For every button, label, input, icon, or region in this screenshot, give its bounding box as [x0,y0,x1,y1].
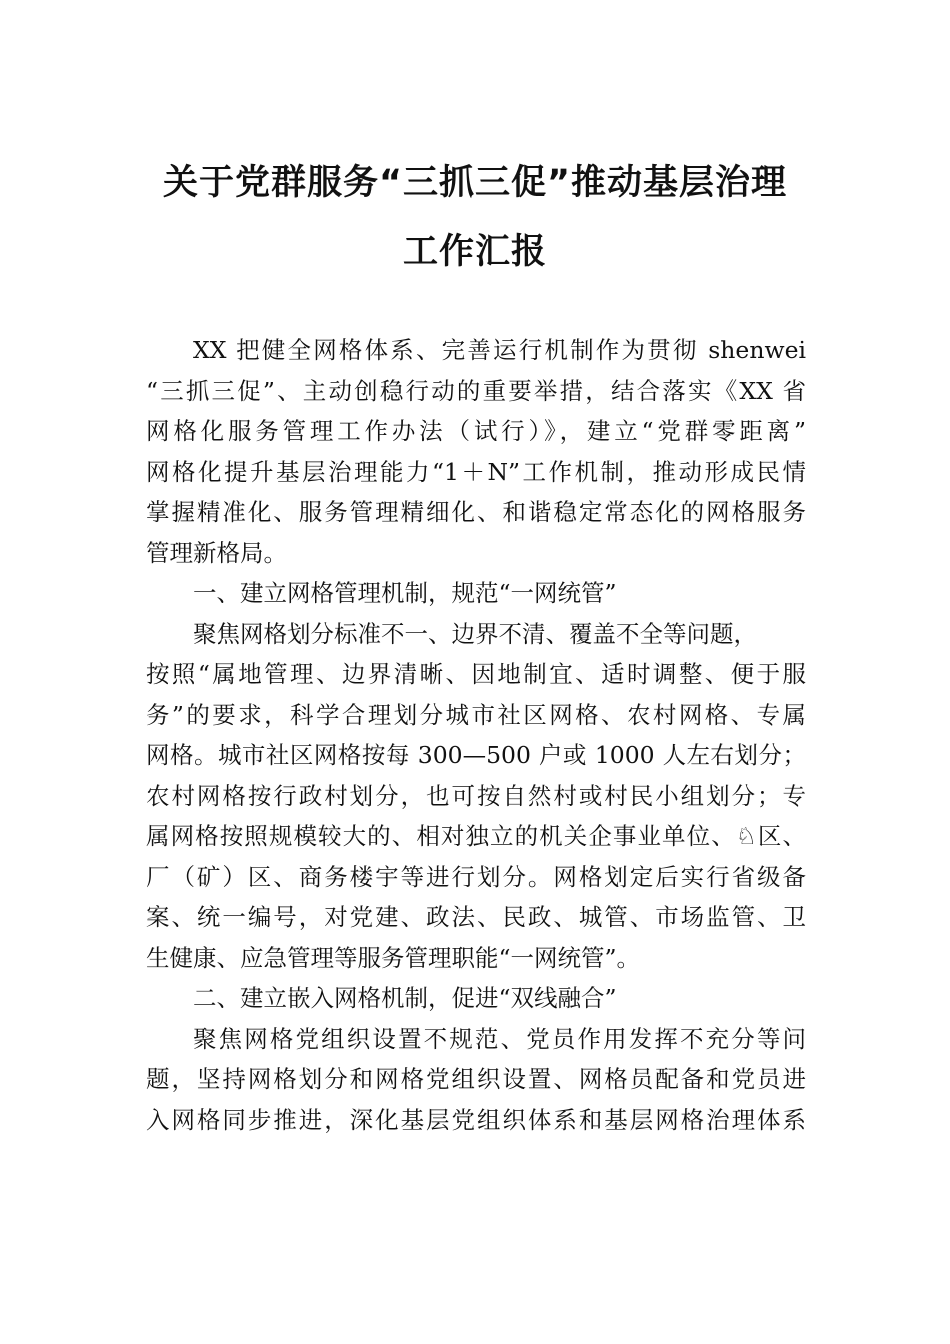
paragraph-line: 属网格按照规模较大的、相对独立的机关企事业单位、♘区、 [146,822,806,850]
paragraph-line: 掌握精准化、服务管理精细化、和谐稳定常态化的网格服务 [146,498,806,526]
paragraph-line: 厂（矿）区、商务楼宇等进行划分。网格划定后实行省级备 [146,862,806,891]
paragraph-line: 案、统一编号，对党建、政法、民政、城管、市场监管、卫 [146,903,806,931]
section-heading-1: 一、建立网格管理机制，规范“一网统管” [193,579,617,607]
document-title-line-1: 关于党群服务“三抓三促”推动基层治理 [162,163,787,203]
paragraph-line: 生健康、应急管理等服务管理职能“一网统管”。 [146,943,641,972]
paragraph-line: 管理新格局。 [146,538,287,567]
paragraph-line: 网格。城市社区网格按每 300—500 户或 1000 人左右划分； [146,741,806,769]
paragraph-line: 题，坚持网格划分和网格党组织设置、网格员配备和党员进 [146,1065,806,1093]
paragraph-line: 聚焦网格党组织设置不规范、党员作用发挥不充分等问 [193,1024,806,1053]
paragraph-line: 聚焦网格划分标准不一、边界不清、覆盖不全等问题， [193,619,757,648]
paragraph-line: 务”的要求，科学合理划分城市社区网格、农村网格、专属 [146,700,806,729]
paragraph-line: 按照“属地管理、边界清晰、因地制宜、适时调整、便于服 [146,660,806,688]
paragraph-line: 网格化提升基层治理能力“1＋N”工作机制，推动形成民情 [146,457,806,486]
paragraph-line: 入网格同步推进，深化基层党组织体系和基层网格治理体系 [146,1105,806,1134]
paragraph-line: XX 把健全网格体系、完善运行机制作为贯彻 shenwei [193,336,806,364]
paragraph-line: 网格化服务管理工作办法（试行）》，建立“党群零距离” [146,417,806,445]
section-heading-2: 二、建立嵌入网格机制，促进“双线融合” [193,984,617,1012]
document-title-line-2: 工作汇报 [402,232,547,272]
paragraph-line: “三抓三促”、主动创稳行动的重要举措，结合落实《XX 省 [146,376,806,405]
document-body [146,330,806,1140]
paragraph-line: 农村网格按行政村划分，也可按自然村或村民小组划分；专 [146,781,806,810]
